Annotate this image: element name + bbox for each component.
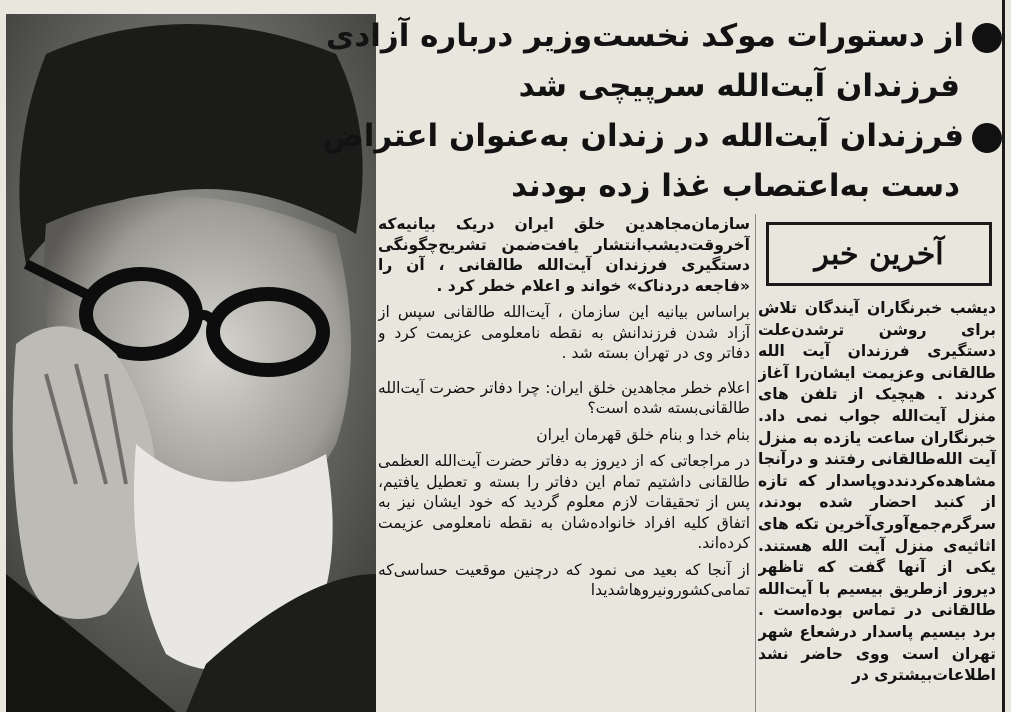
right-column-rule <box>1002 0 1005 712</box>
latest-news-article <box>758 298 996 712</box>
headline-3-text: فرزندان آیت‌الله در زندان به‌عنوان اعتراض <box>322 118 964 154</box>
headline-2-text: فرزندان آیت‌الله سرپیچی شد <box>518 68 960 104</box>
article-paragraph-4: بنام خدا و بنام خلق قهرمان ایران <box>536 425 750 444</box>
latest-news-box <box>766 222 992 286</box>
latest-news-title: آخرین خبر <box>814 236 944 272</box>
headline-1 <box>325 10 1002 62</box>
headline-block <box>322 10 1002 208</box>
bullet-icon <box>972 123 1002 153</box>
article-subhead: اعلام خطر مجاهدین خلق ایران: چرا دفاتر حضرت آیت‌الله طالقانی‌بسته شده است؟ <box>378 378 750 417</box>
column-divider <box>755 214 756 712</box>
headline-1-text: از دستورات موکد نخست‌وزیر درباره آزادی <box>325 18 964 54</box>
headline-3 <box>322 110 1002 162</box>
headline-2 <box>346 60 960 112</box>
portrait-photo-graphic <box>6 14 376 712</box>
article-paragraph-6: از آنجا که بعید می نمود که درچنین موقعیت حساسی‌که تمامی‌کشورونیروهاشدیدا <box>378 560 750 599</box>
article-paragraph-5: در مراجعاتی که از دیروز به دفاتر حضرت آیت‌الله العظمی طالقانی داشتیم تمام این دفاتر را بسته و تعطیل یافتیم، پس از تحقیقات لازم معلوم گردید که خود ایشان نیز به اتفاق کلیه افراد خانواده‌شان به نقطه نامعلومی عزیمت کرده‌اند. <box>378 452 750 552</box>
headline-4 <box>346 160 960 212</box>
latest-news-body: دیشب خبرنگاران آیندگان تلاش برای روشن ترشدن‌علت دستگیری فرزندان آیت الله طالقانی وعزیمت ایشان‌را آغاز کردند . هیچیک از تلفن های منزل آیت‌الله جواب نمی داد. خبرنگاران ساعت یازده به منزل آیت الله‌طالقانی رفتند و درآنجا مشاهده‌کردند‌دو‌پاسدار که تازه از کنبد احضار شده بودند، سرگرم‌جمع‌آوری‌آخرین تکه های اثاثیه‌ی منزل آیت الله هستند. یکی از آنها گفت که تاظهر دیروز ازطریق بیسیم با آیت‌الله طالقانی در تماس بوده‌است . برد بیسیم پاسدار درشعاع شهر تهران است ووی حاضر نشد اطلاعات‌بیشتری در <box>758 299 996 685</box>
headline-4-text: دست به‌اعتصاب غذا زده بودند <box>511 168 960 204</box>
main-article <box>378 214 750 712</box>
portrait-photo <box>6 14 376 712</box>
article-lead: سازمان‌مجاهدین خلق ایران دریک بیانیه‌که آخروقت‌دیشب‌انتشار یافت‌ضمن تشریح‌چگونگی دستگیری فرزندان آیت‌الله طالقانی ، آن را «فاجعه دردناک» خواند و اعلام خطر کرد . <box>378 215 750 295</box>
article-paragraph-2: براساس بیانیه این سازمان ، آیت‌الله طالقانی سپس از آزاد شدن فرزندانش به نقطه نامعلومی عزیمت کرد و دفاتر وی در تهران بسته شد . <box>378 303 750 362</box>
bullet-icon <box>972 23 1002 53</box>
